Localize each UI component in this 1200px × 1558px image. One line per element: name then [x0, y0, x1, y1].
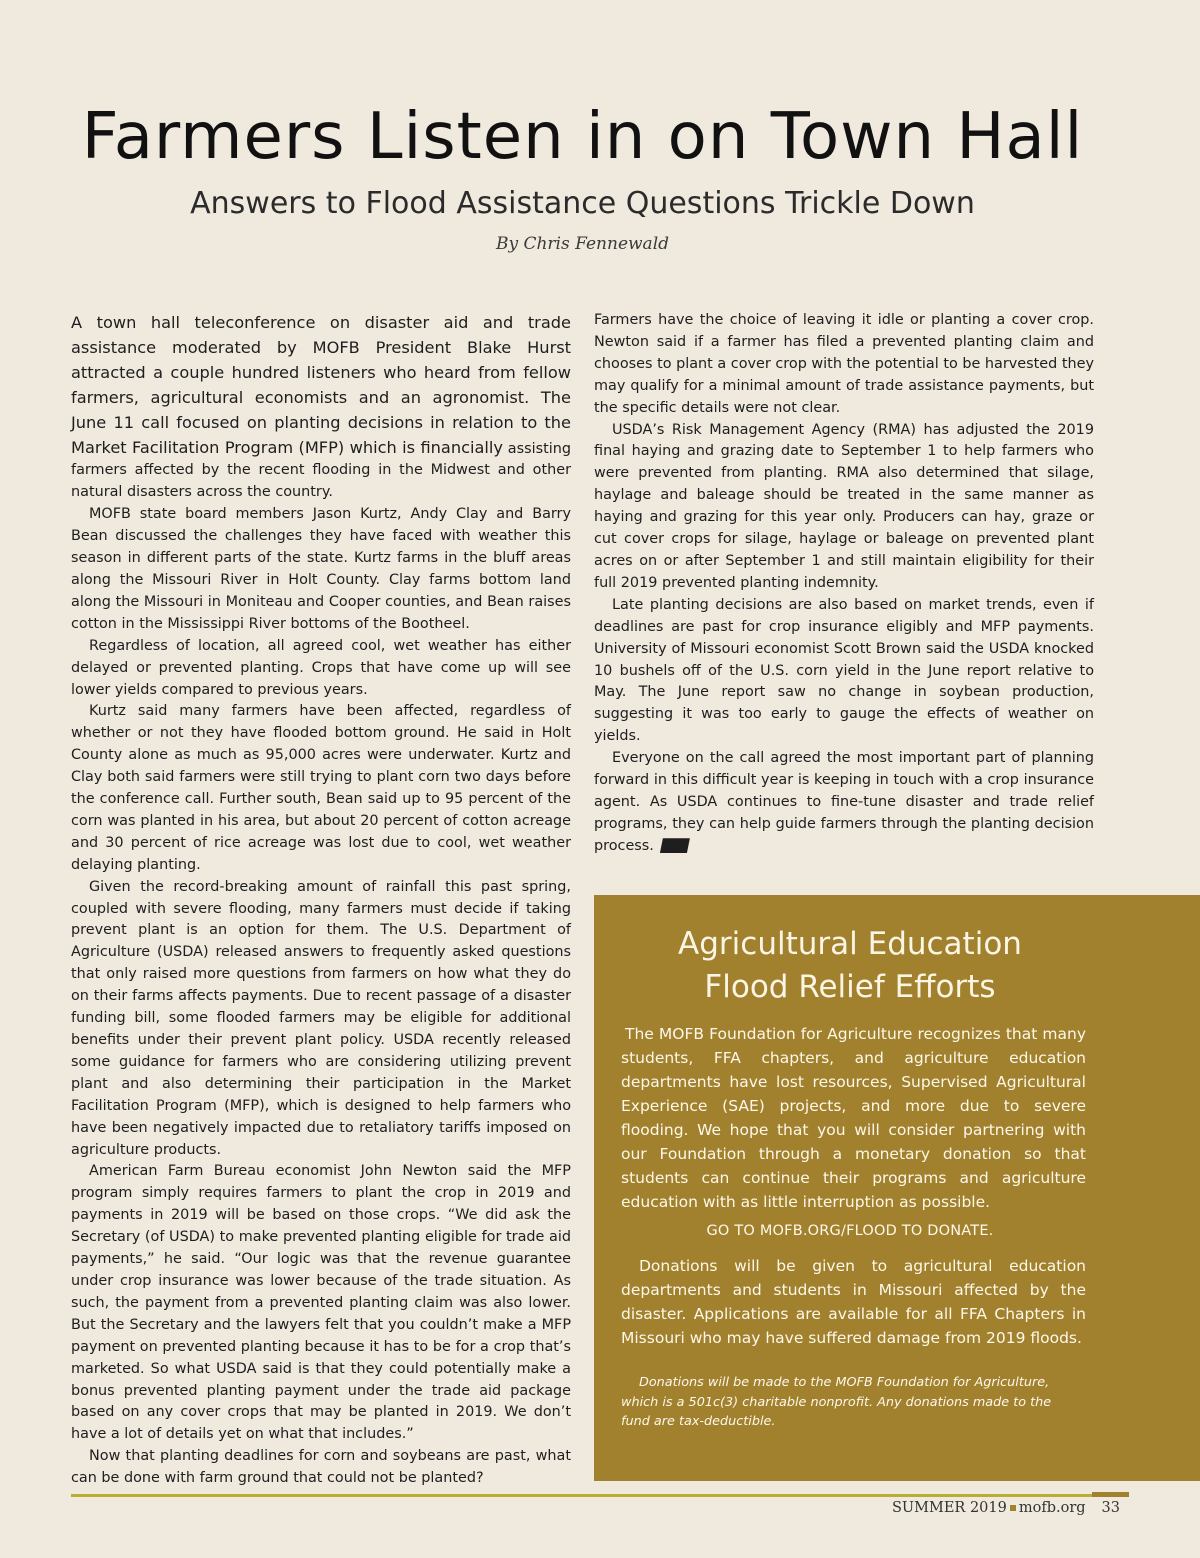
body-paragraph: MOFB state board members Jason Kurtz, Andy Clay and Barry Bean discussed the challenges they have faced with weather this season in different parts of the state. Kurtz farms in the bluff areas along the Missouri River in Holt County. Clay farms bottom land along the Missouri in Moniteau and Cooper counties, and Bean raises cotton in the Mississippi River bottoms of the Bootheel. — [71, 506, 571, 632]
body-paragraph: Regardless of location, all agreed cool, wet weather has either delayed or prevented planting. Crops that have come up will see lower yields compared to previous years. — [71, 637, 571, 698]
body-paragraph: Farmers have the choice of leaving it idle or planting a cover crop. Newton said if a farmer has filed a prevented planting claim and chooses to plant a cover crop with the potential to be harvested they may qualify for a minimal amount of trade assistance payments, but the specific details were not clear. — [594, 312, 1094, 416]
article-left-column — [71, 311, 571, 1490]
sidebar-body — [621, 1022, 1086, 1214]
article-byline: By Chris Fennewald — [495, 234, 670, 254]
site-link[interactable]: mofb.org — [1018, 1500, 1086, 1516]
footer-rule-tab — [1092, 1492, 1129, 1497]
flood-relief-sidebar — [594, 895, 1200, 1481]
sidebar-note — [621, 1373, 1071, 1432]
sidebar-title-line2: Flood Relief Efforts — [704, 969, 996, 1005]
farm-bureau-logo-icon — [660, 838, 690, 853]
page-number: 33 — [1101, 1500, 1120, 1516]
sidebar-paragraph: Donations will be given to agricultural education departments and students in Missouri affected by the disaster. Applications are available for all FFA Chapters in Missouri who may have suffered damage from 2019 floods. — [621, 1257, 1086, 1347]
separator-dot-icon — [1010, 1505, 1016, 1511]
article-subtitle: Answers to Flood Assistance Questions Trickle Down — [190, 186, 975, 221]
donate-link[interactable]: GO TO MOFB.ORG/FLOOD TO DONATE. — [706, 1223, 994, 1239]
article-right-column — [594, 310, 1094, 858]
page-footer — [892, 1500, 1120, 1516]
footer-rule — [71, 1494, 1129, 1497]
issue-label: SUMMER 2019 — [891, 1500, 1007, 1516]
lead-rest-text: assisting farmers affected by the recent flooding in the Midwest and other natural disasters across the country. — [71, 440, 571, 501]
article-title: Farmers Listen in on Town Hall — [81, 100, 1084, 174]
sidebar-title — [594, 923, 1106, 1009]
closing-paragraph — [594, 748, 1094, 858]
lead-paragraph — [71, 311, 571, 504]
sidebar-note-text: Donations will be made to the MOFB Foundation for Agriculture, which is a 501c(3) charitable nonprofit. Any donations made to the fund are tax-deductible. — [621, 1375, 1052, 1429]
body-paragraph: USDA’s Risk Management Agency (RMA) has adjusted the 2019 final haying and grazing date to September 1 to help farmers who were prevented from planting. RMA also determined that silage, haylage and baleage should be treated in the same manner as haying and grazing for this year only. Producers can hay, graze or cut cover crops for silage, haylage or baleage on prevented plant acres on or after September 1 and still maintain eligibility for their full 2019 prevented planting indemnity. — [594, 421, 1094, 591]
sidebar-title-line1: Agricultural Education — [678, 926, 1022, 962]
closing-text: Everyone on the call agreed the most important part of planning forward in this difficult year is keeping in touch with a crop insurance agent. As USDA continues to fine-tune disaster and trade relief programs, they can help guide farmers through the planting decision process. — [594, 750, 1094, 854]
body-paragraph: American Farm Bureau economist John Newton said the MFP program simply requires farmers to plant the crop in 2019 and payments in 2019 will be based on those crops. “We did ask the Secretary (of USDA) to make prevented planting eligible for trade aid payments,” he said. “Our logic was that the revenue guarantee under crop insurance was lower because of the trade situation. As such, the payment from a prevented planting claim was also lower. But the Secretary and the lawyers felt that you couldn’t make a MFP payment on prevented planting because it has to be for a crop that’s marketed. So what USDA said is that they could potentially make a bonus prevented planting payment under the trade aid package based on any cover crops that may be planted in 2019. We don’t have a lot of details yet on what that includes.” — [71, 1163, 571, 1443]
sidebar-paragraph: The MOFB Foundation for Agriculture recognizes that many students, FFA chapters, and agriculture education departments have lost resources, Supervised Agricultural Experience (SAE) projects, and more due to severe flooding. We hope that you will consider partnering with our Foundation through a monetary donation so that students can continue their programs and agriculture education with as little interruption as possible. — [621, 1025, 1086, 1211]
body-paragraph: Kurtz said many farmers have been affected, regardless of whether or not they have flooded bottom ground. He said in Holt County alone as much as 95,000 acres were underwater. Kurtz and Clay both said farmers were still trying to plant corn two days before the conference call. Further south, Bean said up to 95 percent of the corn was planted in his area, but about 20 percent of cotton acreage and 30 percent of rice acreage was lost due to cool, wet weather delaying planting. — [71, 703, 571, 873]
lead-large-text: A town hall teleconference on disaster aid and trade assistance moderated by MOFB President Blake Hurst attracted a couple hundred listeners who heard from fellow farmers, agricultural economists and an agronomist. The June 11 call focused on planting decisions in relation to the Market Facilitation Program (MFP) which is financially — [71, 313, 571, 457]
body-paragraph: Late planting decisions are also based on market trends, even if deadlines are past for crop insurance eligibly and MFP payments. University of Missouri economist Scott Brown said the USDA knocked 10 bushels off of the U.S. corn yield in the June report relative to May. The June report saw no change in soybean production, suggesting it was too early to gauge the effects of weather on yields. — [594, 596, 1094, 745]
body-paragraph: Now that planting deadlines for corn and soybeans are past, what can be done with farm ground that could not be planted? — [71, 1448, 571, 1487]
sidebar-body-2 — [621, 1254, 1086, 1350]
body-paragraph: Given the record-breaking amount of rainfall this past spring, coupled with severe flooding, many farmers must decide if taking prevent plant is an option for them. The U.S. Department of Agriculture (USDA) released answers to frequently asked questions that only raised more questions from farmers on how what they do on their farms affects payments. Due to recent passage of a disaster funding bill, some flooded farmers may be eligible for additional benefits under their prevent plant policy. USDA recently released some guidance for farmers who are considering utilizing prevent plant and also determining their participation in the Market Facilitation Program (MFP), which is designed to help farmers who have been negatively impacted due to retaliatory tariffs imposed on agriculture products. — [71, 878, 571, 1158]
